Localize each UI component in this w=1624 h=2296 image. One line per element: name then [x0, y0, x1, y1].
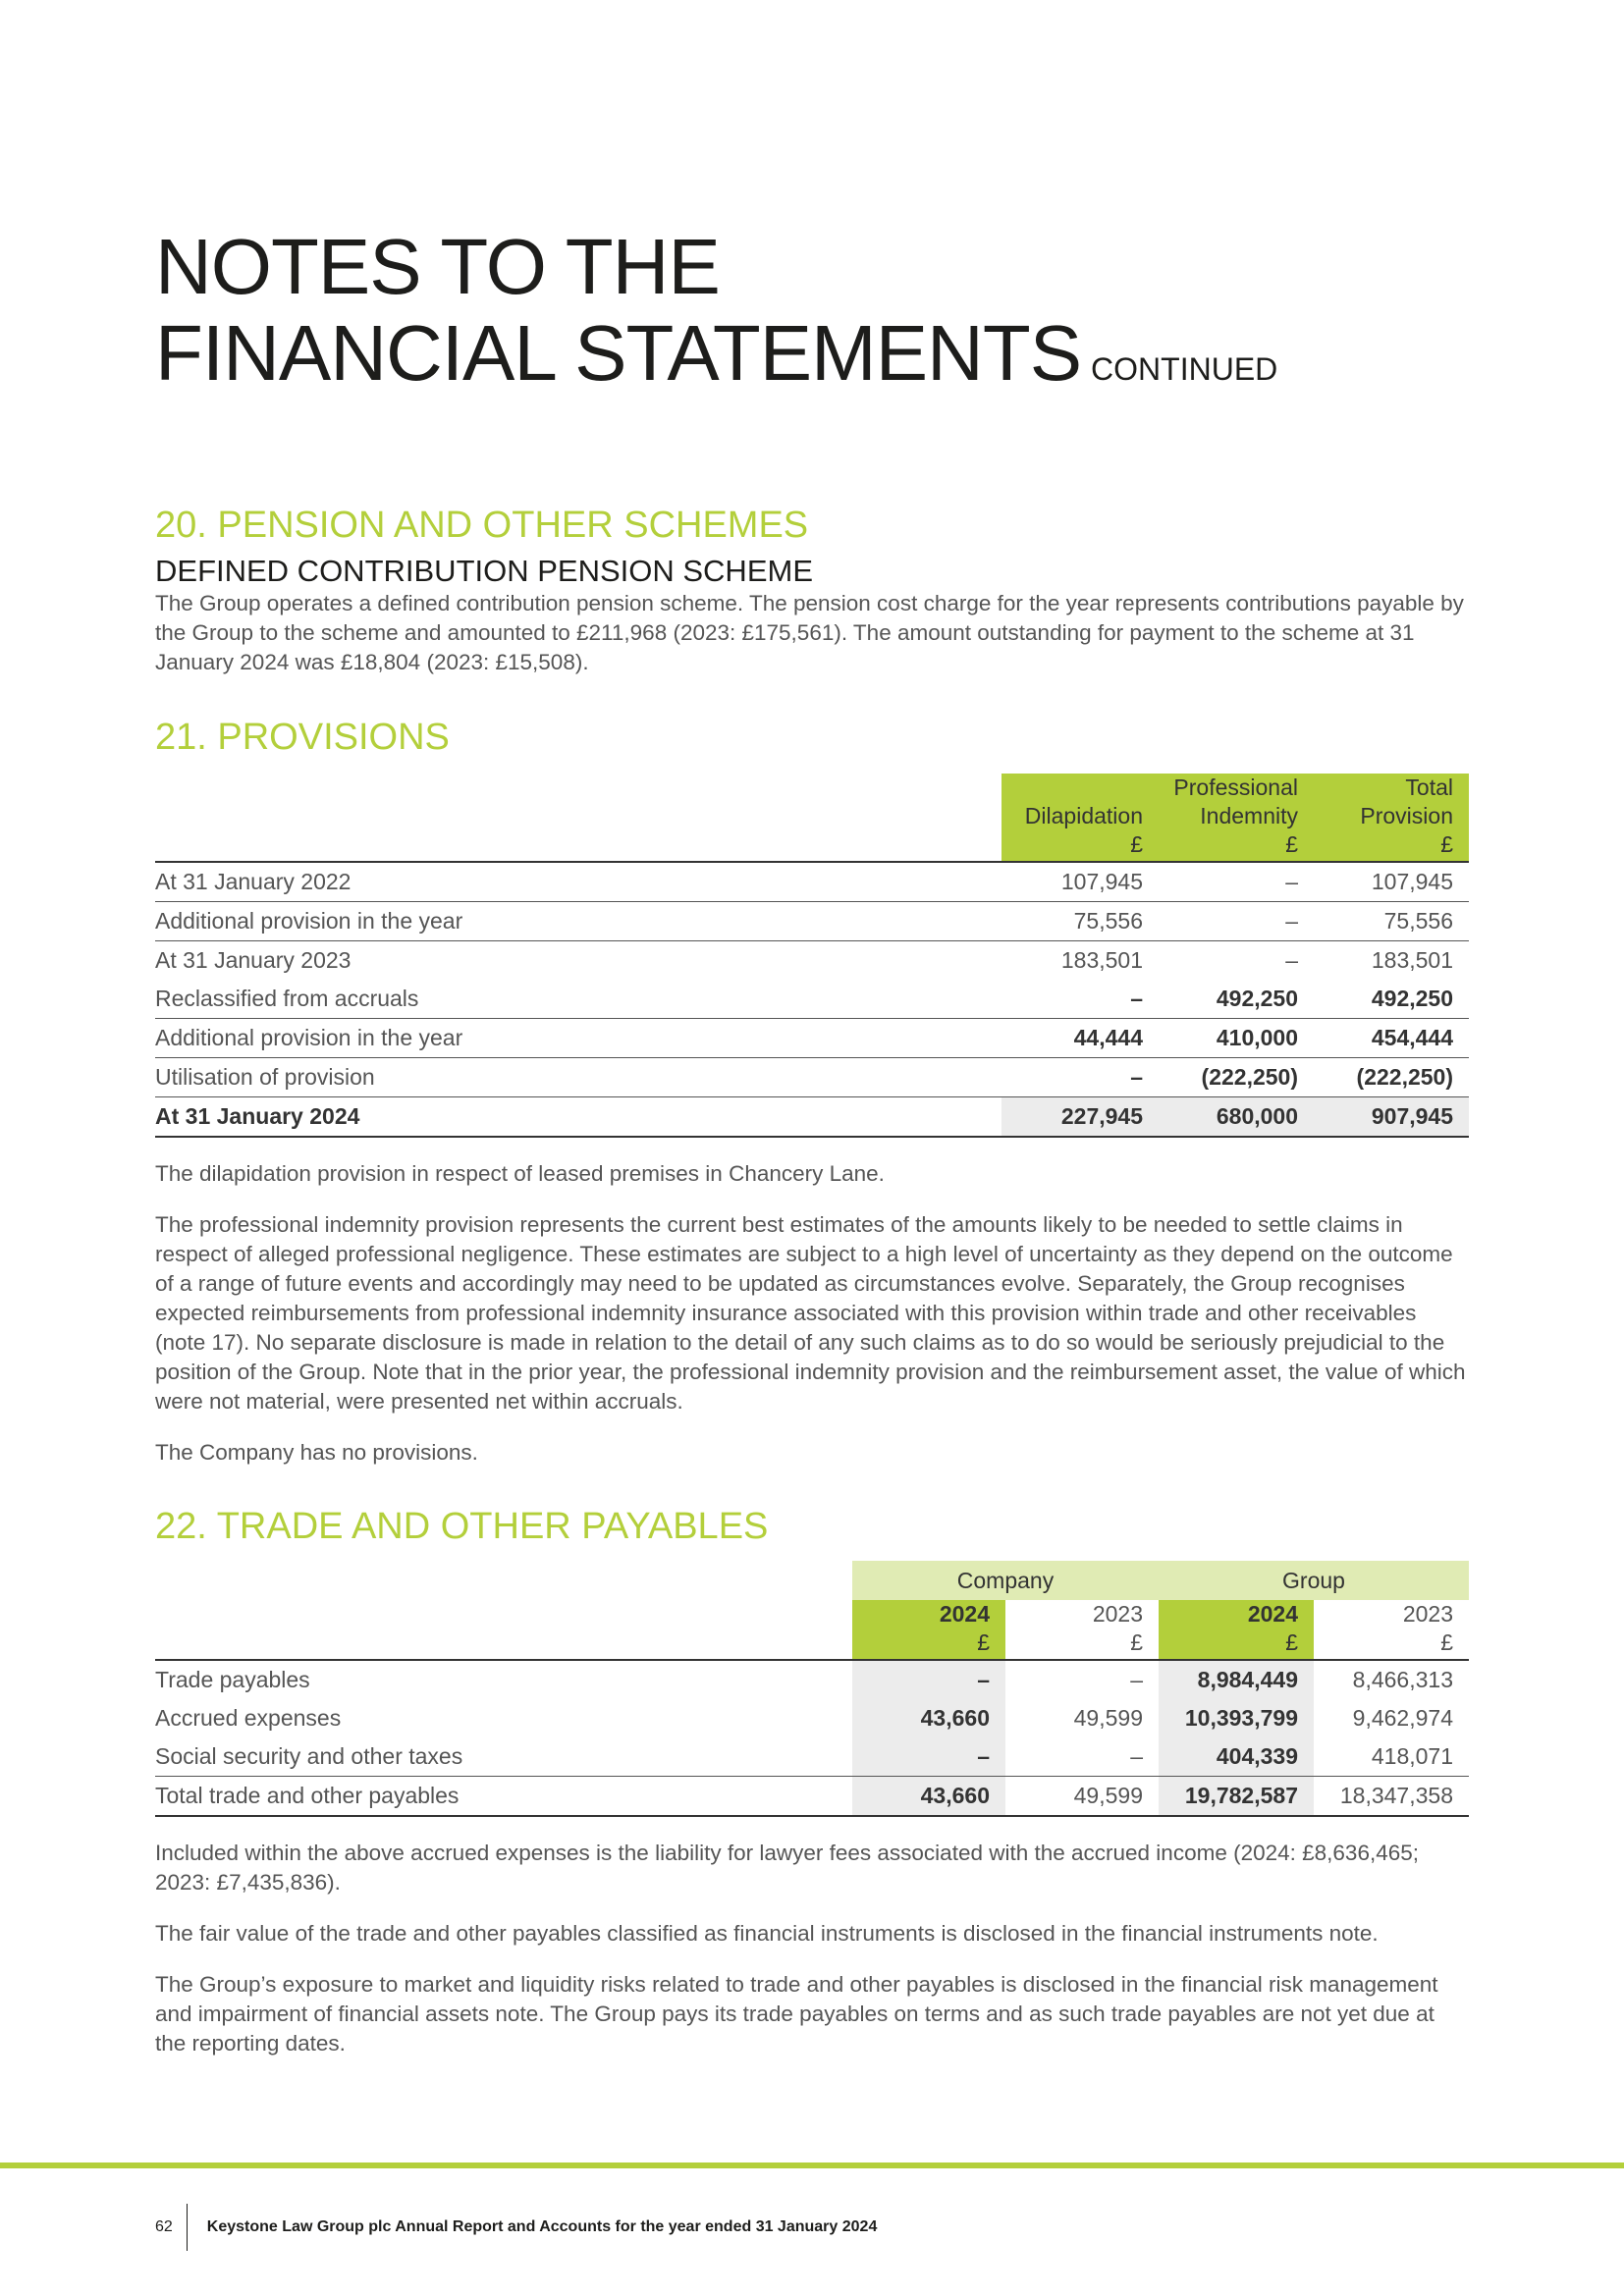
table-row-total: At 31 January 2024 227,945 680,000 907,945	[155, 1097, 1469, 1138]
note-22-para3: The Group’s exposure to market and liquidity risks related to trade and other payables is disclosed in the financial risk management and impairment of financial assets note. The Group pays its trade payables on terms and as such trade payables are not yet due at the reporting dates.	[155, 1972, 1438, 2056]
note-21-heading: 21. PROVISIONS	[155, 717, 450, 758]
note-22-para2: The fair value of the trade and other payables classified as financial instruments is disclosed in the financial instruments note.	[155, 1921, 1379, 1946]
note-20-heading: 20. PENSION AND OTHER SCHEMES	[155, 505, 809, 546]
page-footer	[155, 2204, 877, 2251]
note-20-subheading: DEFINED CONTRIBUTION PENSION SCHEME	[155, 554, 813, 588]
payables-col-group-2024: 2024 £	[1159, 1600, 1314, 1660]
payables-table-header	[155, 1600, 1469, 1660]
note-21-para1: The dilapidation provision in respect of leased premises in Chancery Lane.	[155, 1161, 885, 1186]
payables-col-company-2024: 2024 £	[852, 1600, 1005, 1660]
payables-col-company-2023: 2023 £	[1005, 1600, 1159, 1660]
table-row: Additional provision in the year 44,444 410,000 454,444	[155, 1019, 1469, 1058]
table-row: Trade payables – – 8,984,449 8,466,313	[155, 1660, 1469, 1699]
note-21-para3: The Company has no provisions.	[155, 1440, 478, 1465]
note-20-text: The Group operates a defined contribution pension scheme. The pension cost charge for the year represents contributions payable by the Group to the scheme and amounted to £211,968 (2023: £175,561). The amount outstanding for payment to the scheme at 31 January 2024 was £18,804 (2023: £15,508).	[155, 591, 1464, 674]
footer-text: Keystone Law Group plc Annual Report and Accounts for the year ended 31 January 2024	[206, 2218, 878, 2235]
note-22-heading: 22. TRADE AND OTHER PAYABLES	[155, 1506, 769, 1547]
note-22-section	[155, 1504, 1469, 2058]
provisions-col-dilapidation: Dilapidation £	[1001, 774, 1159, 862]
table-row: Reclassified from accruals – 492,250 492,250	[155, 980, 1469, 1019]
table-row: Accrued expenses 43,660 49,599 10,393,799 9,462,974	[155, 1699, 1469, 1737]
table-row: Social security and other taxes – – 404,339 418,071	[155, 1737, 1469, 1777]
payables-col-group-2023: 2023 £	[1314, 1600, 1469, 1660]
provisions-col-total: Total Provision £	[1314, 774, 1469, 862]
table-row: Utilisation of provision – (222,250) (222,250)	[155, 1058, 1469, 1097]
page-number: 62	[155, 2204, 188, 2251]
provisions-col-indemnity: Professional Indemnity £	[1159, 774, 1314, 862]
note-20-section	[155, 503, 1469, 677]
note-22-para1: Included within the above accrued expenses is the liability for lawyer fees associated with the accrued income (2024: £8,636,465; 2023: £7,435,836).	[155, 1841, 1420, 1895]
provisions-table	[155, 774, 1469, 1138]
note-21-para2: The professional indemnity provision represents the current best estimates of the amounts likely to be needed to settle claims in respect of alleged professional negligence. These estimates are subject to a high level of uncertainty as they depend on the outcome of a range of future events and accordingly may need to be updated as circumstances evolve. Separately, the Group recognises expected reimbursements from professional indemnity insurance associated with this provision within trade and other receivables (note 17). No separate disclosure is made in relation to the detail of any such claims as to do so would be seriously prejudicial to the position of the Group. Note that in the prior year, the professional indemnity provision and the reimbursement asset, the value of which were not material, were presented net within accruals.	[155, 1212, 1466, 1414]
page-title-line1: NOTES TO THE	[155, 223, 720, 310]
note-21-section	[155, 715, 1469, 1468]
table-row: At 31 January 2023 183,501 – 183,501	[155, 947, 1453, 973]
page-title	[155, 224, 1277, 412]
page-title-line2: FINANCIAL STATEMENTS	[155, 309, 1082, 397]
footer-divider	[0, 2163, 1624, 2168]
provisions-table-header	[155, 774, 1469, 862]
table-row-total: Total trade and other payables 43,660 49,599 19,782,587 18,347,358	[155, 1777, 1469, 1817]
payables-group-company: Company	[852, 1561, 1159, 1600]
table-row: At 31 January 2022 107,945 – 107,945	[155, 862, 1469, 902]
table-row: Additional provision in the year 75,556 – 75,556	[155, 902, 1469, 941]
continued-label: CONTINUED	[1091, 351, 1278, 387]
payables-table	[155, 1561, 1469, 1817]
payables-group-group: Group	[1159, 1561, 1469, 1600]
